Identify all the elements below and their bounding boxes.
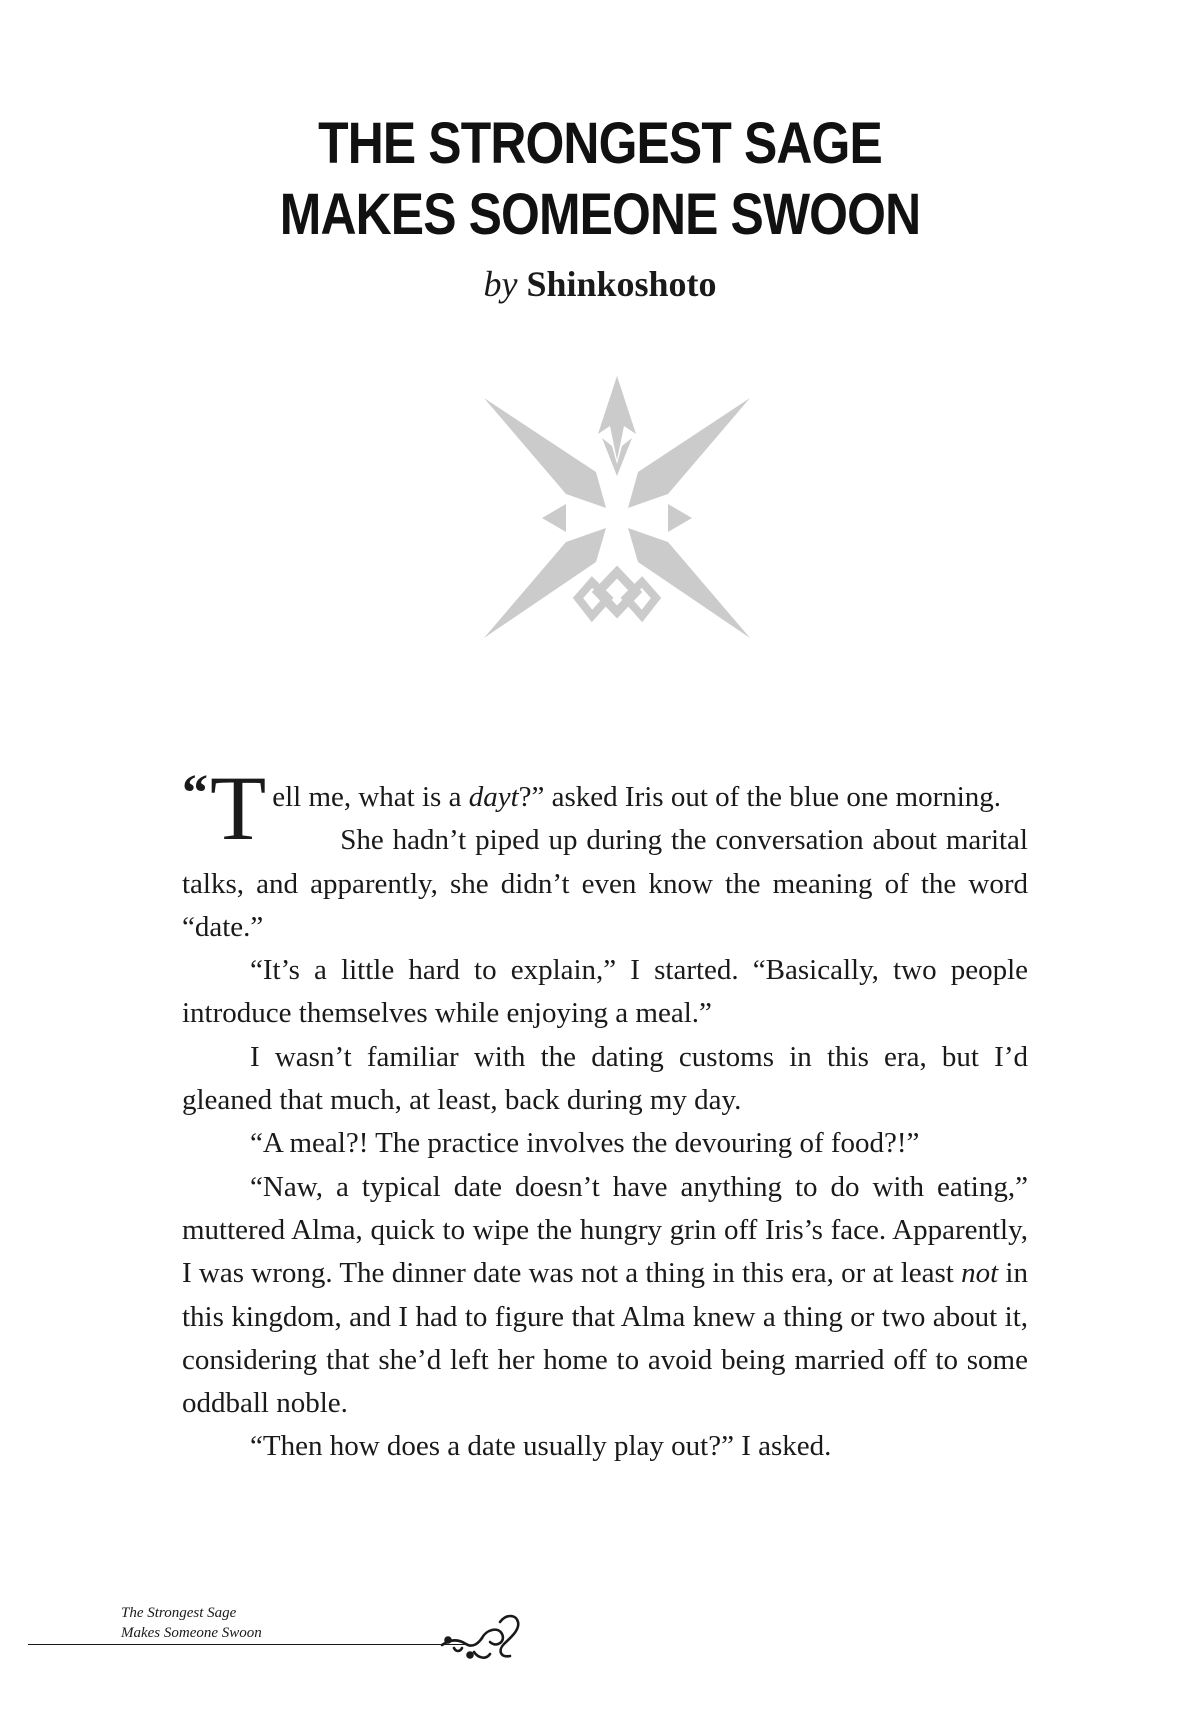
paragraph-6-italic: not <box>961 1257 999 1290</box>
paragraph-1 <box>182 757 1028 859</box>
flourish-icon <box>440 1608 530 1664</box>
paragraph-3: “It’s a little hard to explain,” I started. “Basically, two people introduce themselves while enjoying a meal.” <box>182 954 1028 1030</box>
paragraph-6-text-b: in this kingdom, and I had to figure that Alma knew a thing or two about it, considering that she’d left her home to avoid being married off to some oddball noble. <box>182 1257 1028 1420</box>
paragraph-6-text-a: “Naw, a typical date doesn’t have anything to do with eating,” muttered Alma, quick to wipe the hungry grin off Iris’s face. Apparently, I was wrong. The dinner date was not a thing in this era, or at least <box>182 1170 1028 1290</box>
dropcap-letter: T <box>210 757 267 859</box>
title-line-1: THE STRONGEST SAGE <box>318 111 882 176</box>
chapter-text <box>182 757 1028 1469</box>
paragraph-7: “Then how does a date usually play out?” I asked. <box>250 1430 832 1463</box>
author-name: Shinkoshoto <box>526 264 717 304</box>
star-emblem-icon <box>484 376 750 660</box>
footer-rule <box>28 1644 468 1645</box>
book-title <box>84 108 1116 250</box>
paragraph-4: I wasn’t familiar with the dating customs in this era, but I’d gleaned that much, at least, back during my day. <box>182 1040 1028 1117</box>
paragraph-1-italic: dayt <box>468 781 519 813</box>
paragraph-2: She hadn’t piped up during the conversation about marital talks, and apparently, she didn’t even know the meaning of the word “date.” <box>182 824 1028 943</box>
byline-prefix: by <box>483 264 518 304</box>
title-line-2: MAKES SOMEONE SWOON <box>279 182 921 247</box>
footer-title-line-1: The Strongest Sage <box>121 1605 237 1621</box>
footer-title-line-2: Makes Someone Swoon <box>121 1625 262 1641</box>
paragraph-5: “A meal?! The practice involves the devouring of food?!” <box>250 1127 920 1160</box>
paragraph-6 <box>182 1166 1028 1426</box>
byline <box>0 262 1200 306</box>
paragraph-1-text-b: ?” asked Iris out of the blue one morning. <box>518 781 1002 813</box>
paragraph-1-text-a: ell me, what is a <box>272 781 469 813</box>
dropcap-block <box>182 757 267 859</box>
opening-quote: “ <box>182 765 208 822</box>
page-footer <box>28 1604 528 1664</box>
